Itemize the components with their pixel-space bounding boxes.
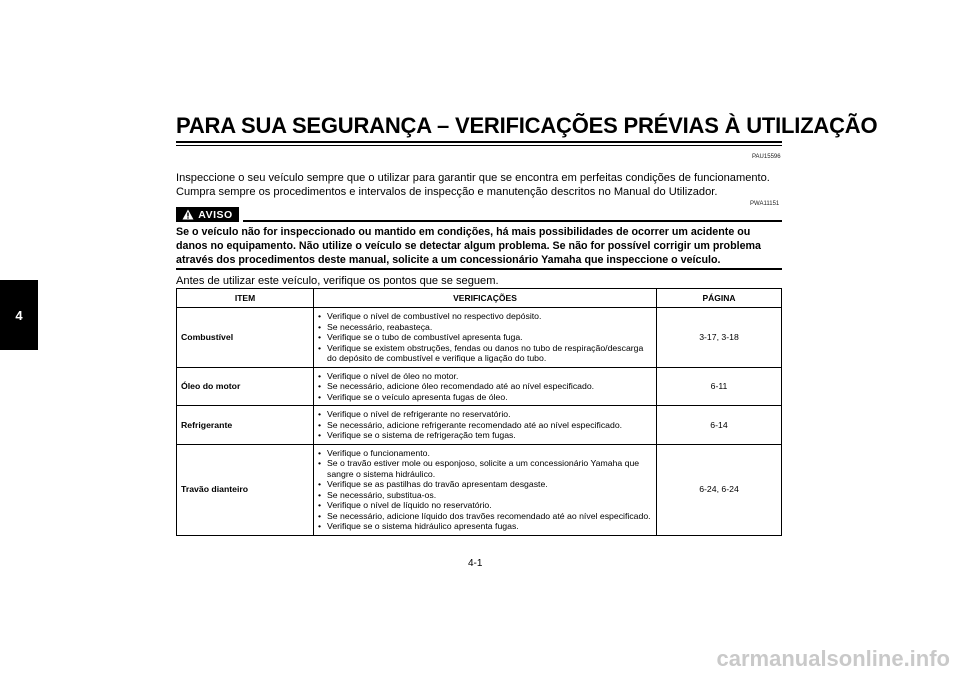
- row-checks: [314, 406, 657, 445]
- row-page: 6-11: [657, 367, 782, 406]
- page-number: 4-1: [468, 558, 483, 569]
- warning-text: Se o veículo não for inspeccionado ou mantido em condições, há mais possibilidades de ocorrer um acidente ou danos no equipamento. Não utilize o veículo se detectar algum problema. Se não for possível corrigir um problema através dos procedimentos deste manual, solicite a um concessionário Yamaha que inspeccione o veículo.: [176, 226, 761, 266]
- check-item: • Se necessário, adicione refrigerante recomendado até ao nível especificado.: [318, 420, 652, 431]
- check-item: • Verifique o nível de refrigerante no reservatório.: [318, 409, 652, 420]
- section-code: PAU15596: [752, 154, 781, 160]
- row-checks: [314, 367, 657, 406]
- check-item: • Verifique o funcionamento.: [318, 448, 652, 459]
- aviso-badge: [176, 207, 239, 222]
- check-item: • Se necessário, adicione líquido dos travões recomendado até ao nível especificado.: [318, 511, 652, 522]
- table-row: [177, 406, 782, 445]
- check-item: • Se o travão estiver mole ou esponjoso, solicite a um concessionário Yamaha que sangre o sistema hidráulico.: [318, 458, 652, 479]
- row-page: 3-17, 3-18: [657, 308, 782, 368]
- page-title: PARA SUA SEGURANÇA – VERIFICAÇÕES PRÉVIAS À UTILIZAÇÃO: [176, 113, 878, 138]
- row-checks: [314, 444, 657, 535]
- check-item: • Se necessário, substitua-os.: [318, 490, 652, 501]
- warning-end-rule: [176, 268, 782, 270]
- row-item: Óleo do motor: [177, 367, 314, 406]
- table-row: [177, 444, 782, 535]
- check-item: • Verifique o nível de líquido no reservatório.: [318, 500, 652, 511]
- table-row: [177, 308, 782, 368]
- check-item: • Verifique se o sistema de refrigeração tem fugas.: [318, 430, 652, 441]
- table-header-row: [177, 289, 782, 308]
- header-checks: VERIFICAÇÕES: [314, 289, 657, 308]
- check-item: • Se necessário, reabasteça.: [318, 322, 652, 333]
- check-item: • Verifique se o sistema hidráulico apresenta fugas.: [318, 521, 652, 532]
- chapter-tab: 4: [0, 280, 38, 350]
- check-item: • Se necessário, adicione óleo recomendado até ao nível especificado.: [318, 381, 652, 392]
- title-rule: [176, 141, 782, 143]
- row-checks: [314, 308, 657, 368]
- check-item: • Verifique se as pastilhas do travão apresentam desgaste.: [318, 479, 652, 490]
- check-item: • Verifique se o veículo apresenta fugas de óleo.: [318, 392, 652, 403]
- row-item: Refrigerante: [177, 406, 314, 445]
- aviso-label: AVISO: [198, 208, 233, 221]
- before-use-text: Antes de utilizar este veículo, verifique os pontos que se seguem.: [176, 275, 499, 287]
- header-item: ITEM: [177, 289, 314, 308]
- aviso-rule: [243, 220, 782, 222]
- row-item: Combustível: [177, 308, 314, 368]
- intro-paragraph: Inspeccione o seu veículo sempre que o utilizar para garantir que se encontra em perfeitas condições de funcionamento. Cumpra sempre os procedimentos e intervalos de inspecção e manutenção descritos no Manual do Utilizador.: [176, 172, 770, 198]
- header-page: PÁGINA: [657, 289, 782, 308]
- check-item: • Verifique se o tubo de combustível apresenta fuga.: [318, 332, 652, 343]
- footer-watermark[interactable]: carmanualsonline.info: [716, 646, 950, 671]
- title-rule-thin: [176, 145, 782, 146]
- row-page: 6-14: [657, 406, 782, 445]
- warning-code: PWA11151: [750, 201, 780, 207]
- row-item: Travão dianteiro: [177, 444, 314, 535]
- warning-triangle-icon: [182, 209, 194, 220]
- check-item: • Verifique o nível de combustível no respectivo depósito.: [318, 311, 652, 322]
- checks-table: [176, 288, 782, 536]
- table-row: [177, 367, 782, 406]
- check-item: • Verifique o nível de óleo no motor.: [318, 371, 652, 382]
- check-item: • Verifique se existem obstruções, fendas ou danos no tubo de respiração/descarga do depósito de combustível e verifique a ligação do tubo.: [318, 343, 652, 364]
- row-page: 6-24, 6-24: [657, 444, 782, 535]
